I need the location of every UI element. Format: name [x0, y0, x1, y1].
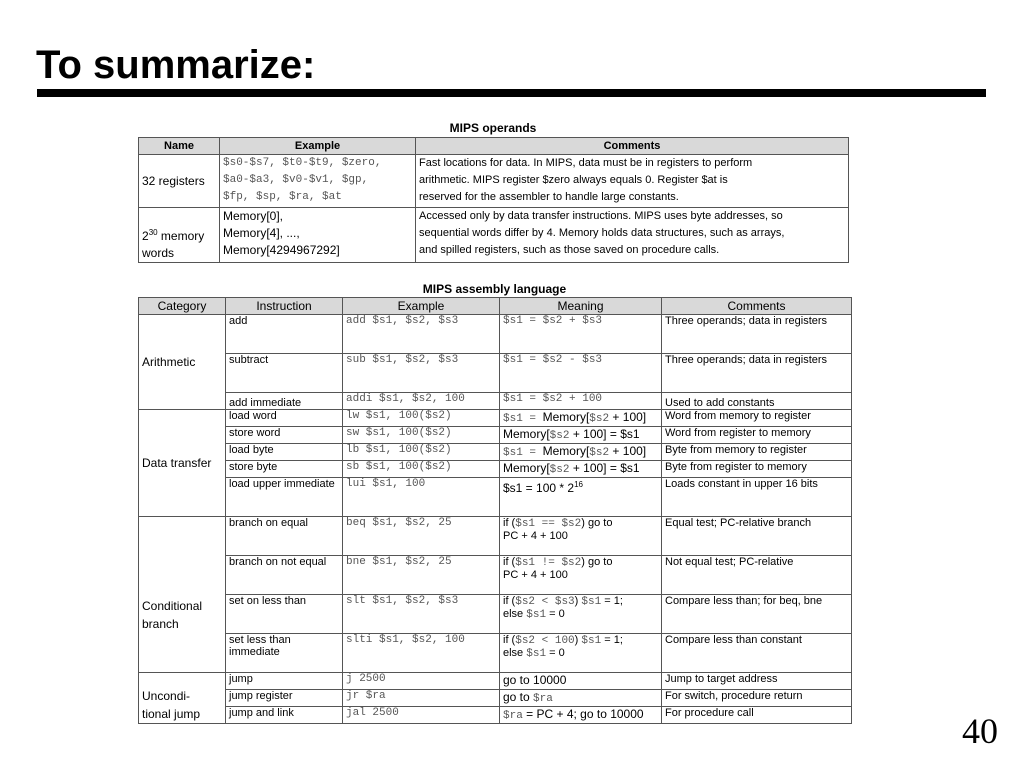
meaning-cell: $s1 = $100 * 2^{16}$	[500, 478, 662, 517]
meaning-cell: go to 10000	[500, 673, 662, 690]
comment-cell: Equal test; PC-relative branch	[662, 517, 852, 556]
table-row	[139, 690, 852, 707]
table-row	[139, 354, 852, 393]
example-cell: jr $ra	[343, 690, 500, 707]
header-comments: Comments	[416, 138, 849, 155]
instruction-cell: set on less than	[226, 595, 343, 634]
instruction-cell: jump and link	[226, 707, 343, 724]
comment-cell: Word from register to memory	[662, 427, 852, 444]
header-example: Example	[220, 138, 416, 155]
instruction-cell: subtract	[226, 354, 343, 393]
operand-comment: Accessed only by data transfer instructions. MIPS uses byte addresses, so sequential words differ by 4. Memory holds data structures, such as arrays, and spilled registers, such as those saved on procedure calls.	[416, 208, 849, 263]
instruction-cell: jump register	[226, 690, 343, 707]
table-row	[139, 427, 852, 444]
meaning-cell: if ($s2 < 100) $s1 = 1; else $s1 = 0	[500, 634, 662, 673]
header-name: Name	[139, 138, 220, 155]
instruction-cell: set less than immediate	[226, 634, 343, 673]
comment-cell: For switch, procedure return	[662, 690, 852, 707]
category-unconditional-jump: Uncondi- tional jump	[139, 673, 226, 724]
operands-caption: MIPS operands	[449, 121, 537, 135]
meaning-cell: if ($s1 != $s2) go to PC + 4 + 100	[500, 556, 662, 595]
mips-assembly-table	[138, 297, 852, 724]
meaning-cell: $ra = PC + 4; go to 10000	[500, 707, 662, 724]
table-row	[139, 393, 852, 410]
example-cell: slti $s1, $s2, 100	[343, 634, 500, 673]
example-cell: lui $s1, 100	[343, 478, 500, 517]
instruction-cell: store byte	[226, 461, 343, 478]
instruction-cell: load word	[226, 410, 343, 427]
operands-header-row	[139, 138, 849, 155]
table-row	[139, 707, 852, 724]
instruction-cell: load byte	[226, 444, 343, 461]
comment-cell: Not equal test; PC-relative	[662, 556, 852, 595]
operand-name: $2^{30}$ memory words	[139, 208, 220, 263]
operand-example: $s0-$s7, $t0-$t9, $zero, $a0-$a3, $v0-$v1, $gp, $fp, $sp, $ra, $at	[220, 155, 416, 208]
table-row	[139, 673, 852, 690]
table-row	[139, 410, 852, 427]
operand-example: Memory[0], Memory[4], ..., Memory[4294967292]	[220, 208, 416, 263]
operand-name: 32 registers	[139, 155, 220, 208]
instruction-cell: add	[226, 315, 343, 354]
slide-title: To summarize:	[36, 43, 316, 87]
table-row	[139, 444, 852, 461]
example-cell: sub $s1, $s2, $s3	[343, 354, 500, 393]
meaning-cell: $s1 = $s2 + 100	[500, 393, 662, 410]
example-cell: lw $s1, 100($s2)	[343, 410, 500, 427]
meaning-cell: $s1 = $s2 - $s3	[500, 354, 662, 393]
example-cell: sw $s1, 100($s2)	[343, 427, 500, 444]
instruction-cell: load upper immediate	[226, 478, 343, 517]
header-meaning: Meaning	[500, 298, 662, 315]
table-row	[139, 315, 852, 354]
meaning-cell: $s1 = $s2 + $s3	[500, 315, 662, 354]
meaning-cell: if ($s1 == $s2) go to PC + 4 + 100	[500, 517, 662, 556]
table-row	[139, 478, 852, 517]
example-cell: jal 2500	[343, 707, 500, 724]
example-cell: beq $s1, $s2, 25	[343, 517, 500, 556]
comment-cell: Loads constant in upper 16 bits	[662, 478, 852, 517]
table-row	[139, 634, 852, 673]
meaning-cell: $s1 = Memory[$s2 + 100]	[500, 444, 662, 461]
instruction-cell: add immediate	[226, 393, 343, 410]
table-row	[139, 461, 852, 478]
comment-cell: Compare less than constant	[662, 634, 852, 673]
meaning-cell: $s1 = Memory[$s2 + 100]	[500, 410, 662, 427]
assembly-header-row	[139, 298, 852, 315]
header-example: Example	[343, 298, 500, 315]
meaning-cell: go to $ra	[500, 690, 662, 707]
comment-cell: Byte from memory to register	[662, 444, 852, 461]
header-category: Category	[139, 298, 226, 315]
table-row	[139, 517, 852, 556]
title-divider	[37, 89, 986, 97]
operand-comment: Fast locations for data. In MIPS, data must be in registers to perform arithmetic. MIPS register $zero always equals 0. Register $at is reserved for the assembler to handle large constants.	[416, 155, 849, 208]
example-cell: add $s1, $s2, $s3	[343, 315, 500, 354]
table-row	[139, 556, 852, 595]
instruction-cell: branch on not equal	[226, 556, 343, 595]
example-cell: slt $s1, $s2, $s3	[343, 595, 500, 634]
meaning-cell: if ($s2 < $s3) $s1 = 1; else $s1 = 0	[500, 595, 662, 634]
example-cell: j 2500	[343, 673, 500, 690]
comment-cell: Jump to target address	[662, 673, 852, 690]
header-comments: Comments	[662, 298, 852, 315]
instruction-cell: branch on equal	[226, 517, 343, 556]
comment-cell: For procedure call	[662, 707, 852, 724]
meaning-cell: Memory[$s2 + 100] = $s1	[500, 461, 662, 478]
comment-cell: Three operands; data in registers	[662, 315, 852, 354]
mips-operands-table	[138, 137, 849, 263]
comment-cell: Byte from register to memory	[662, 461, 852, 478]
comment-cell: Three operands; data in registers	[662, 354, 852, 393]
example-cell: lb $s1, 100($s2)	[343, 444, 500, 461]
instruction-cell: store word	[226, 427, 343, 444]
operands-row-registers	[139, 155, 849, 208]
comment-cell: Used to add constants	[662, 393, 852, 410]
category-conditional-branch: Conditional branch	[139, 517, 226, 673]
example-cell: bne $s1, $s2, 25	[343, 556, 500, 595]
instruction-cell: jump	[226, 673, 343, 690]
page-number: 40	[962, 711, 998, 751]
meaning-cell: Memory[$s2 + 100] = $s1	[500, 427, 662, 444]
comment-cell: Word from memory to register	[662, 410, 852, 427]
example-cell: sb $s1, 100($s2)	[343, 461, 500, 478]
table-row	[139, 595, 852, 634]
example-cell: addi $s1, $s2, 100	[343, 393, 500, 410]
operands-row-memory	[139, 208, 849, 263]
comment-cell: Compare less than; for beq, bne	[662, 595, 852, 634]
header-instruction: Instruction	[226, 298, 343, 315]
assembly-caption: MIPS assembly language	[422, 282, 567, 296]
category-data-transfer: Data transfer	[139, 410, 226, 517]
category-arithmetic: Arithmetic	[139, 315, 226, 410]
